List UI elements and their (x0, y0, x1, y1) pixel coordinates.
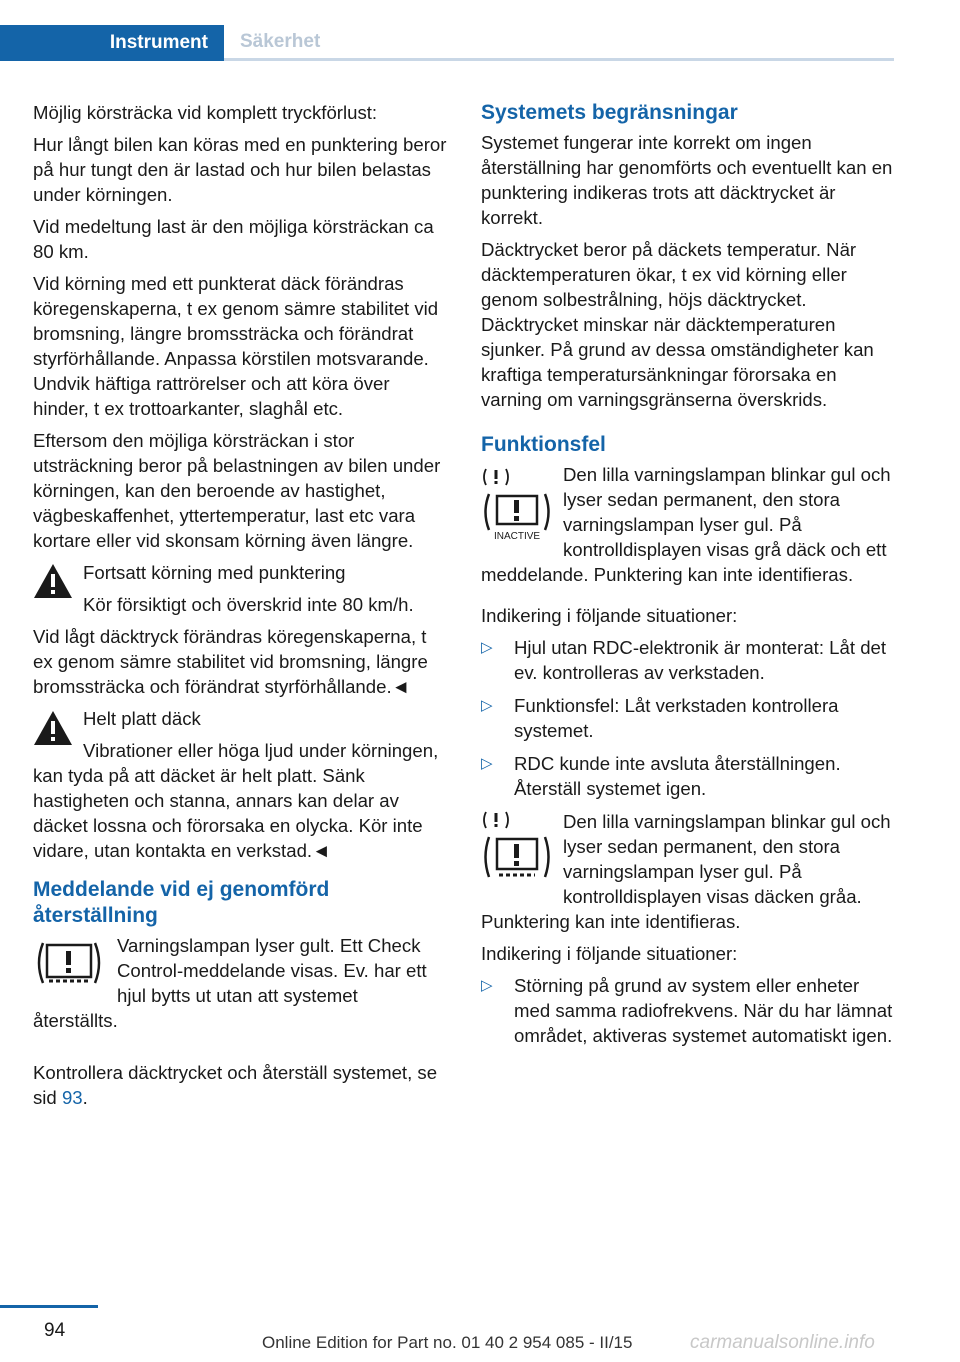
reset-text: Varningslampan lyser gult. Ett Check Control-meddelande visas. Ev. har ett hjul bytts ut utan att systemet återställts. (33, 935, 427, 1031)
warning-text: Kör försiktigt och överskrid inte 80 km/h. (83, 594, 414, 615)
warning-title: Fortsatt körning med punktering (83, 562, 346, 583)
triangle-bullet-icon: ▷ (481, 697, 493, 714)
list-item-text: Hjul utan RDC-elektronik är monterat: Låt det ev. kontrolleras av verkstaden. (514, 637, 887, 683)
warning-triangle-icon (33, 563, 73, 599)
paragraph (33, 1060, 447, 1110)
paragraph: Indikering i följande situationer: (481, 943, 738, 964)
inactive-label: INACTIVE (493, 531, 541, 542)
small-warning-lamp-icon (481, 466, 511, 488)
list-item (481, 751, 895, 801)
reset-block (33, 933, 447, 1040)
fault-text: Den lilla varningslampan blinkar gul och lyser sedan permanent, den stora varningslampan lyser gul. På kontrolldisplayen visas däcken gråa. Punktering kan inte identifieras. (481, 811, 891, 932)
fault-text: Den lilla varningslampan blinkar gul och lyser sedan permanent, den stora varningslampan lyser gul. På kontrolldisplayen visas grå däck och ett meddelande. Punktering kan inte identifieras. (481, 464, 891, 585)
page-link[interactable]: 93 (61, 1087, 83, 1108)
tab-instrument[interactable]: Instrument (0, 25, 224, 61)
header-bar (0, 0, 960, 62)
section-heading-limits: Systemets begränsningar (481, 101, 738, 124)
fault-icons (481, 466, 553, 544)
fault-block-2 (481, 809, 895, 934)
small-warning-lamp-icon (481, 809, 511, 831)
tab-sakerhet[interactable]: Säkerhet (224, 25, 894, 61)
right-column (481, 100, 895, 1056)
section-heading-reset: Meddelande vid ej genomförd återställning (33, 878, 330, 927)
paragraph: Däcktrycket beror på däckets temperatur. När däcktemperaturen ökar, t ex vid körning eller genom solbestrålning, höjs däcktrycket. Däcktrycket minskar när däcktemperaturen sjunker. På grund av dessa omständigheter kan kraftiga temperatursänkningar förorsaka en varning om varningsgränserna överskrids. (481, 239, 874, 410)
paragraph: Vid medeltung last är den möjliga körsträckan ca 80 km. (33, 216, 434, 262)
warning-box (33, 560, 447, 617)
page-number: 94 (44, 1320, 66, 1341)
triangle-bullet-icon: ▷ (481, 639, 493, 656)
paragraph: Systemet fungerar inte korrekt om ingen återställning har genomförts och eventuellt kan en punktering indikeras trots att däcktrycket är korrekt. (481, 132, 893, 228)
check-end: . (82, 1087, 88, 1108)
paragraph: Hur långt bilen kan köras med en punktering beror på hur tungt den är lastad och hur bilen belastas under körningen. (33, 134, 447, 205)
tire-pressure-inactive-icon (481, 488, 553, 544)
warning-box (33, 706, 447, 863)
paragraph: Indikering i följande situationer: (481, 605, 738, 626)
list-item (481, 693, 895, 743)
page-number-rule (0, 1305, 98, 1308)
watermark: carmanualsonline.info (690, 1332, 875, 1353)
situation-list (481, 635, 895, 801)
fault-block-1 (481, 462, 895, 587)
edition-footer: Online Edition for Part no. 01 40 2 954 085 - II/15 (262, 1333, 633, 1352)
situation-list (481, 973, 895, 1048)
section-heading-fault: Funktionsfel (481, 433, 606, 456)
list-item (481, 635, 895, 685)
paragraph: Vid körning med ett punkterat däck förändras köregenskaperna, t ex genom sämre stabilitet vid bromsning, längre bromssträcka och förändrat styrförhållande. Anpassa körstilen motsvarande. Undvik häftiga rattrörelser och att köra över hinder, t ex trottoarkanter, slaghål etc. (33, 273, 439, 419)
left-column (33, 100, 447, 1117)
warning-triangle-icon (33, 710, 73, 746)
warning-text: Vibrationer eller höga ljud under körningen, kan tyda på att däcket är helt platt. Sänk hastigheten och stanna, annars kan delar av däcket lossna och förorsaka en olycka. Kör inte vidare, utan kontakta en verkstad.◄ (33, 740, 439, 861)
list-item (481, 973, 895, 1048)
triangle-bullet-icon: ▷ (481, 755, 493, 772)
paragraph: Möjlig körsträcka vid komplett tryckförlust: (33, 102, 378, 123)
list-item-text: Funktionsfel: Låt verkstaden kontrollera systemet. (514, 695, 839, 741)
list-item-text: RDC kunde inte avsluta återställningen. Återställ systemet igen. (514, 753, 841, 799)
tire-pressure-warning-icon (481, 831, 553, 883)
paragraph: Vid lågt däcktryck förändras köregenskaperna, t ex genom sämre stabilitet vid bromsning, längre bromssträcka och förändrat styrförhållande.◄ (33, 626, 428, 697)
warning-title: Helt platt däck (83, 708, 201, 729)
list-item-text: Störning på grund av system eller enheter med samma radiofrekvens. När du har lämnat området, aktiveras systemet automatiskt igen. (514, 975, 893, 1046)
paragraph: Eftersom den möjliga körsträckan i stor utsträckning beror på belastningen av bilen under körningen, kan den beroende av hastighet, vägbeskaffenhet, yttertemperatur, last etc vara kortare eller vid skonsam körning även längre. (33, 430, 441, 551)
tire-pressure-warning-icon (33, 937, 105, 989)
triangle-bullet-icon: ▷ (481, 977, 493, 994)
check-text: Kontrollera däcktrycket och återställ systemet, se sid (33, 1062, 438, 1108)
fault-icons (481, 809, 553, 883)
